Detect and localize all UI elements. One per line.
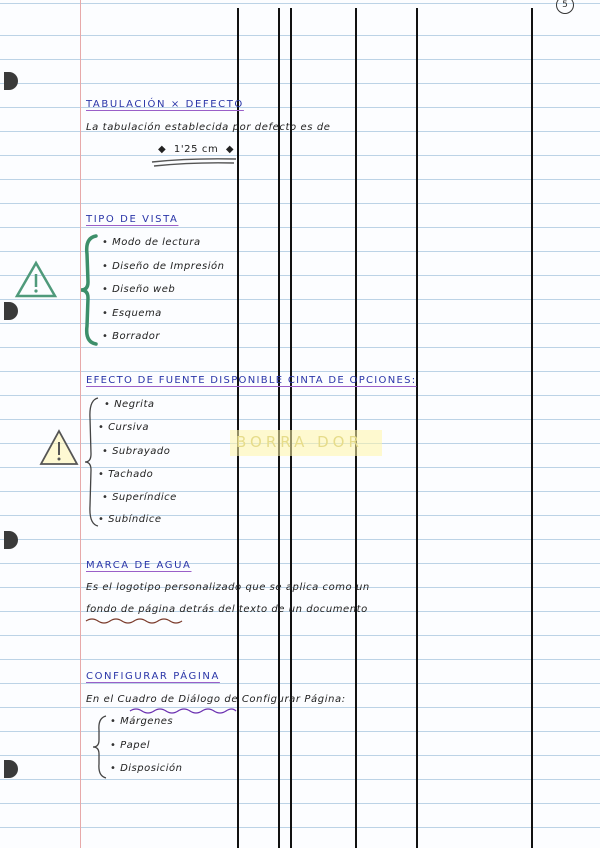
heading-marca-agua: MARCA DE AGUA bbox=[86, 560, 192, 571]
list-item: • Esquema bbox=[102, 308, 162, 319]
heading-tipo-vista: TIPO DE VISTA bbox=[86, 214, 179, 225]
list-item: • Modo de lectura bbox=[102, 237, 201, 248]
wavy-underline bbox=[84, 616, 184, 626]
warning-triangle-icon bbox=[14, 260, 58, 300]
hole-punch bbox=[4, 531, 18, 549]
list-item: • Papel bbox=[110, 740, 150, 751]
brace bbox=[82, 396, 102, 528]
list-item: • Diseño web bbox=[102, 284, 175, 295]
tabulacion-value: 1'25 cm bbox=[173, 144, 219, 155]
margin-line bbox=[80, 0, 81, 848]
table-column-line bbox=[416, 8, 418, 848]
table-column-line bbox=[290, 8, 292, 848]
list-item: • Márgenes bbox=[110, 716, 173, 727]
table-column-line bbox=[355, 8, 357, 848]
tabulacion-value-line: ◆ 1'25 cm ◆ bbox=[158, 144, 235, 155]
brace bbox=[90, 714, 110, 780]
heading-efecto-fuente: EFECTO DE FUENTE DISPONIBLE CINTA DE OPCIONES: bbox=[86, 375, 417, 386]
table-column-line bbox=[237, 8, 239, 848]
list-item: • Negrita bbox=[104, 399, 155, 410]
marca-agua-line1: Es el logotipo personalizado que se aplica como un bbox=[86, 582, 370, 593]
list-item: • Disposición bbox=[110, 763, 182, 774]
wavy-underline bbox=[128, 706, 238, 716]
hole-punch bbox=[4, 72, 18, 90]
table-column-line bbox=[278, 8, 280, 848]
page-number: 5 bbox=[556, 0, 574, 14]
list-item: • Superíndice bbox=[102, 492, 177, 503]
hole-punch bbox=[4, 760, 18, 778]
heading-configurar-pagina: CONFIGURAR PÁGINA bbox=[86, 671, 220, 682]
marca-agua-line2: fondo de página detrás del texto de un documento bbox=[86, 604, 368, 615]
hole-punch bbox=[4, 302, 18, 320]
configurar-pagina-text: En el Cuadro de Diálogo de Configurar Página: bbox=[86, 694, 346, 705]
tabulacion-text: La tabulación establecida por defecto es de bbox=[86, 122, 331, 133]
warning-triangle-icon bbox=[38, 428, 80, 468]
list-item: • Borrador bbox=[102, 331, 160, 342]
faint-highlighted-text: BORRA DOR bbox=[236, 433, 363, 451]
list-item: • Subrayado bbox=[102, 446, 170, 457]
list-item: • Cursiva bbox=[98, 422, 149, 433]
list-item: • Subíndice bbox=[98, 514, 162, 525]
heading-tabulacion: TABULACIÓN × DEFECTO bbox=[86, 99, 244, 110]
green-brace bbox=[78, 234, 100, 346]
value-underline-scribble bbox=[150, 156, 240, 170]
table-column-line bbox=[531, 8, 533, 848]
list-item: • Tachado bbox=[98, 469, 153, 480]
list-item: • Diseño de Impresión bbox=[102, 261, 224, 272]
